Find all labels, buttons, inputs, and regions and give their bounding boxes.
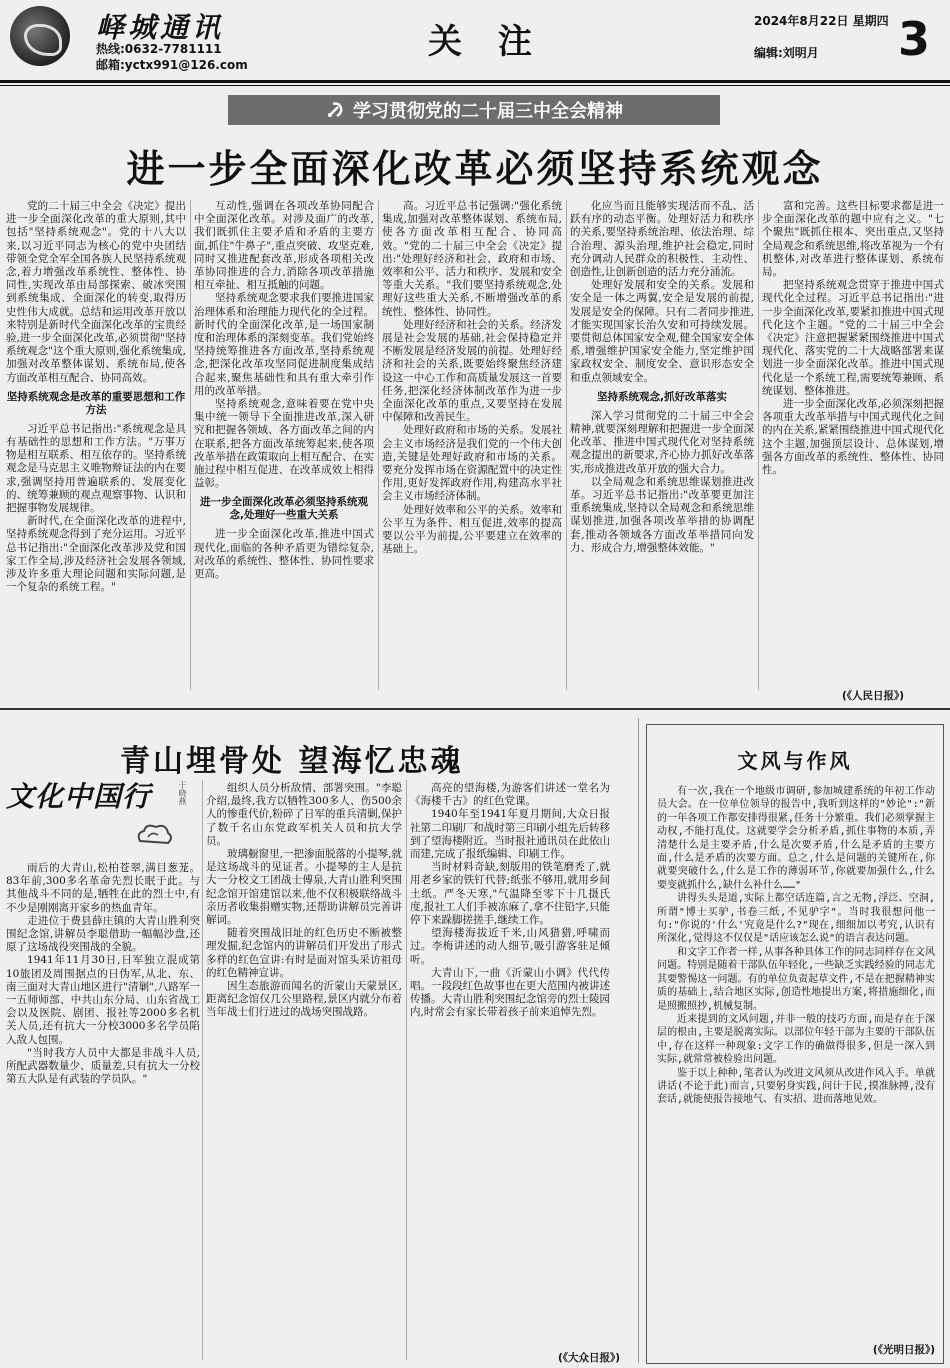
article2-source: (《大众日报》) [558, 1352, 621, 1364]
paragraph: 鉴于以上种种,笔者认为改进文风须从改进作风入手。单就讲话(不论于此)而言,只要躬身实践,问计于民,摸准脉搏,没有套话,就能使报告接地气、有实招、进而落地见效。 [657, 1067, 935, 1106]
paragraph: 新时代,在全面深化改革的进程中,坚持系统观念得到了充分运用。习近平总书记指出:"全面深化改革涉及党和国家工作全局,涉及经济社会发展各领域,涉及许多重大理论问题和实际问题,是一个复杂的系统工程。" [6, 515, 186, 594]
article1-title: 进一步全面深化改革必须坚持系统观念 [126, 147, 824, 191]
column-rule [202, 780, 203, 1360]
column-logo-signature: 于晓燕 [178, 781, 187, 805]
subhead: 坚持系统观念是改革的重要思想和工作方法 [6, 390, 186, 416]
column-rule [638, 718, 639, 1363]
banner-text: 学习贯彻党的二十届三中全会精神 [353, 101, 623, 122]
article1-column-1 [6, 200, 186, 690]
paragraph: 1941年11月30日,日军独立混成第10旅团及周围据点的日伪军,从北、东、南三面对大青山地区进行"清剿",八路军一一五师师部、中共山东分局、山东省战工会以及医院、剧团、报社等2000多名机关人员,还有抗大一分校3000多名学员陷入敌人包围。 [6, 954, 200, 1046]
article3-title: 文风与作风 [737, 749, 853, 773]
email: 邮箱:yctx991@126.com [96, 58, 248, 72]
paragraph: 雨后的大青山,松柏苍翠,满目葱茏。83年前,300多名革命先烈长眠于此。与其他战斗不同的是,牺牲在此的烈士中,有不少是刚刚离开家乡的热血青年。 [6, 862, 200, 914]
section-divider [0, 708, 950, 710]
article3-box [646, 724, 944, 1364]
column-rule [566, 200, 567, 690]
masthead-rule [0, 80, 950, 83]
paragraph: 组织人员分析敌情、部署突围。"李聪介绍,最终,我方以牺牲300多人、伤500余人的惨重代价,粉碎了日军的重兵清剿,保护了数千名山东党政军机关人员和抗大学员。 [206, 782, 402, 847]
subhead: 坚持系统观念,抓好改革落实 [597, 390, 727, 403]
article2-column-3 [410, 782, 610, 1346]
column-rule [406, 780, 407, 1360]
paragraph: 高。习近平总书记强调:"强化系统集成,加强对改革整体谋划、系统布局,使各方面改革相互配合、协同高效。"党的二十届三中全会《决定》提出:"处理好经济和社会、政府和市场、效率和公平、活力和秩序、发展和安全等重大关系。"我们要坚持系统观念,处理好这些重大关系,不断增强改革的系统性、整体性、协同性。 [382, 200, 562, 318]
paragraph: "当时我方人员中大都是非战斗人员,所配武器数量少、质量差,只有抗大一分校第五大队是有武装的学员队。" [6, 1046, 200, 1086]
paragraph: 把坚持系统观念贯穿于推进中国式现代化全过程。习近平总书记指出:"进一步全面深化改革,要紧扣推进中国式现代化这个主题。"党的二十届三中全会《决定》注意把握紧紧围绕推进中国式现代化、落实党的二十大战略部署来谋划进一步全面深化改革。推进中国式现代化是一个系统工程,需要统筹兼顾、系统谋划、整体推进。 [762, 279, 944, 397]
paragraph: 因生态旅游而闻名的沂蒙山天蒙景区,距离纪念馆仅几公里路程,景区内就分布着当年战士们行进过的战场突围战路。 [206, 980, 402, 1019]
column-rule [190, 200, 191, 690]
article1-column-2 [194, 200, 374, 690]
column-logo [6, 775, 196, 859]
paper-name: 峄城通讯 [96, 11, 225, 44]
paragraph: 大青山下,一曲《沂蒙山小调》代代传唱。一段段红色故事也在更大范围内被讲述传播。大青山胜利突围纪念馆旁的烈士陵园内,时常会有家长带着孩子前来追悼先烈。 [410, 966, 610, 1019]
paragraph: 处理好政府和市场的关系。发展社会主义市场经济是我们党的一个伟大创造,关键是处理好政府和市场的关系。要充分发挥市场在资源配置中的决定性作用,更好发挥政府作用,构建高水平社会主义市场经济体制。 [382, 424, 562, 503]
article3-body [657, 785, 935, 1341]
article1-column-3 [382, 200, 562, 690]
paragraph: 富和完善。这些目标要求都是进一步全面深化改革的题中应有之义。"七个聚焦"既抓住根本、突出重点,又坚持全局观念和系统思维,将改革视为一个有机整体,对改革进行整体谋划、系统布局。 [762, 200, 944, 279]
section-name: 关 注 [428, 22, 544, 62]
paragraph: 坚持系统观念要求我们要推进国家治理体系和治理能力现代化的全过程。新时代的全面深化改革,是一场国家制度和治理体系的深刻变革。我们党始终坚持统筹推进各方面改革,坚持系统观念,把深化改革攻坚同促进制度集成结合起来,聚焦基础性和具有重大牵引作用的改革举措。 [194, 292, 374, 397]
article1-source: (《人民日报》) [842, 690, 905, 702]
paragraph: 讲得头头是道,实际上都空话连篇,言之无物,浮泛、空洞,所谓"博士买驴,书卷三纸,不见驴字"。当时我很想问他一句:"你说的'什么'究竟是什么?"现在,细细加以考究,认识有所深化,觉得这不仅仅是"话应该怎么说"的语言表达问题。 [657, 893, 935, 945]
paragraph: 互动性,强调在各项改革协同配合中全面深化改革。对涉及面广的改革,我们既抓住主要矛盾和矛盾的主要方面,抓住"牛鼻子",重点突破、攻坚克难,同时又推进配套改革,形成各项相关改革协同推进的合力,消除各项改革措施相互牵扯、相互抵触的问题。 [194, 200, 374, 292]
paragraph: 高亮的望海楼,为游客们讲述一堂名为《海楼千古》的红色党课。 [410, 782, 610, 808]
cloud-ornament-icon [134, 821, 174, 849]
paragraph: 进一步全面深化改革,必须深刻把握各项重大改革举措与中国式现代化之间的内在关系,紧紧围绕推进中国式现代化这个主题,加强顶层设计、总体谋划,增强各方面改革的系统性、整体性、协同性。 [762, 398, 944, 477]
paragraph: 深入学习贯彻党的二十届三中全会精神,就要深刻理解和把握进一步全面深化改革、推进中国式现代化对坚持系统观念提出的新要求,齐心协力抓好改革落实,形成推进改革开放的强大合力。 [570, 409, 754, 475]
paragraph: 有一次,我在一个地级市调研,参加城建系统的年初工作动员大会。在一位单位领导的报告中,我听到这样的"妙论":"新的一年各项工作都安排得很紧,任务十分繁重。我们必须掌握主动权,不能打乱仗。这就要学会分析矛盾,抓住事物的本质,弄清楚什么是主要矛盾,什么是次要矛盾,什么是矛盾的主要方面,什么是矛盾的次要方面。总之,什么是问题的关键所在,你就要突破什么,什么是工作的薄弱环节,你就要加强什么,什么要变就抓什么,缺什么补什么……" [657, 786, 935, 891]
masthead-rule-thin [0, 85, 950, 86]
hotline: 热线:0632-7781111 [96, 42, 222, 56]
paragraph: 化应当而且能够实现活而不乱、活跃有序的动态平衡。处理好活力和秩序的关系,要坚持系统治理、依法治理、综合治理、源头治理,维护社会稳定,同时充分调动人民群众的积极性、主动性、创造性,让创新创造的活力充分涌流。 [570, 200, 754, 279]
column-rule [378, 200, 379, 690]
paragraph: 走进位于费县薛庄镇的大青山胜利突围纪念馆,讲解员李聪借助一幅幅沙盘,还原了这场战役突围战的全貌。 [6, 914, 200, 954]
article2-column-1 [6, 862, 200, 1362]
paragraph: 党的二十届三中全会《决定》提出进一步全面深化改革的重大原则,其中包括"坚持系统观念"。党的十八大以来,以习近平同志为核心的党中央团结带领全党全军全国各族人民坚持系统观念,着力增强改革系统性、整体性、协同性,实现改革由局部探索、破冰突围到系统集成、全面深化的转变,取得历史性伟大成就。总结和运用改革开放以来特别是新时代全面深化改革的宝贵经验,进一步全面深化改革,必须贯彻"坚持系统观念"这个重大原则,强化系统集成,加强对改革整体谋划、系统布局,使各方面改革相互配合、协同高效。 [6, 200, 186, 384]
article3-source: (《光明日报》) [872, 1344, 935, 1356]
paragraph: 处理好发展和安全的关系。发展和安全是一体之两翼,安全是发展的前提,发展是安全的保障。只有二者同步推进,才能实现国家长治久安和可持续发展。要贯彻总体国家安全观,健全国家安全体系,增强维护国家安全能力,坚定维护国家政权安全、制度安全、意识形态安全和重点领域安全。 [570, 279, 754, 384]
topic-banner [228, 95, 720, 125]
article2-title: 青山埋骨处 望海忆忠魂 [120, 744, 464, 779]
newspaper-logo-icon [10, 6, 70, 66]
article1-body [0, 200, 950, 700]
paragraph: 玻璃橱窗里,一把渗面脱落的小提琴,就是这场战斗的见证者。小提琴的主人是抗大一分校文工团战士傅泉,大青山胜利突围纪念馆开馆建馆以来,他不仅积极联络战斗亲历者收集捐赠实物,还帮助讲解员完善讲解词。 [206, 848, 402, 927]
paragraph: 当时材料奇缺,刻版用的铁笔磨秃了,就用老乡家的铁钉代替;纸张不够用,就用乡间土纸。严冬天寒,"气温降至零下十几摄氏度,报社工人们手被冻麻了,拿不住铅字,只能停下来跺脚搓搓手,继续工作。 [410, 861, 610, 927]
paragraph: 处理好效率和公平的关系。效率和公平互为条件、相互促进,效率的提高要以公平为前提,公平要建立在效率的基础上。 [382, 503, 562, 556]
paragraph: 进一步全面深化改革,推进中国式现代化,面临的各种矛盾更为错综复杂,对改革的系统性、整体性、协同性要求更高。 [194, 528, 374, 581]
paragraph: 处理好经济和社会的关系。经济发展是社会发展的基础,社会保持稳定并不断发展是经济发展的前提。处理好经济和社会的关系,既要始终聚焦经济建设这一中心工作和高质量发展这一首要任务,把深化经济体制改革作为进一步全面深化改革的重点,又要坚持在发展中保障和改善民生。 [382, 318, 562, 424]
column-logo-text: 文化中国行 [6, 780, 152, 813]
article1-column-5 [762, 200, 944, 678]
article2-column-2 [206, 782, 402, 1362]
paragraph: 近来提到的文风问题,并非一般的技巧方面,而是存在于深层的根由,主要是脱离实际。以部位年轻干部为主要的干部队伍中,存在这样一种现象:文字工作的确做得很多,但是一深入到实际,就常常被检验出问题。 [657, 1013, 935, 1066]
issue-date: 2024年8月22日 星期四 [754, 14, 889, 28]
party-emblem-icon [325, 100, 345, 120]
page-number: 3 [898, 12, 931, 66]
paragraph: 以全局观念和系统思维谋划推进改革。习近平总书记指出:"改革要更加注重系统集成,坚持以全局观念和系统思维谋划推进,加强各项改革举措的协调配套,推动各领域各方面改革举措同向发力、形成合力,增强整体效能。" [570, 475, 754, 554]
editor: 编辑:刘明月 [754, 46, 819, 60]
column-rule [758, 200, 759, 690]
paragraph: 随着突围战旧址的红色历史不断被整理发掘,纪念馆内的讲解员们开发出了形式多样的红色宣讲:有时是面对馆头采访祖母的红色精神宣讲。 [206, 927, 402, 979]
masthead [0, 0, 950, 92]
paragraph: 1940年至1941年夏月期间,大众日报社第二印刷厂和战时第三印刷小组先后转移到了望海楼附近。当时报社通讯员在此依山而建,完成了报纸编辑、印刷工作。 [410, 808, 610, 861]
paragraph: 习近平总书记指出:"系统观念是具有基础性的思想和工作方法。"万事万物是相互联系、相互依存的。坚持系统观念是马克思主义唯物辩证法的内在要求,强调坚持用普遍联系的、发展变化的、统筹兼顾的观点观察事物、认识和把握事物发展规律。 [6, 422, 186, 515]
paragraph: 坚持系统观念,意味着要在党中央集中统一领导下全面推进改革,深入研究和把握各领域、各方面改革之间的内在联系,把各方面改革统筹起来,使各项改革举措在政策取向上相互配合、在实施过程中相互促进、在改革成效上相得益彰。 [194, 398, 374, 490]
article1-column-4 [570, 200, 754, 690]
subhead: 进一步全面深化改革必须坚持系统观念,处理好一些重大关系 [200, 496, 368, 522]
paragraph: 和文字工作者一样,从事各种具体工作的同志同样存在文风问题。特别是随着干部队伍年轻化,一些缺乏实践经验的同志尤其要警惕这一问题。有的单位负责起草文件,不是在把握精神实质的基础上,结合地区实际,创造性地提出方案,将措施细化,而是照搬照抄,机械复制。 [657, 946, 935, 1012]
paragraph: 望海楼海拔近千米,山风猎猎,呼啸而过。李梅讲述的动人细节,吸引游客驻足倾听。 [410, 927, 610, 966]
